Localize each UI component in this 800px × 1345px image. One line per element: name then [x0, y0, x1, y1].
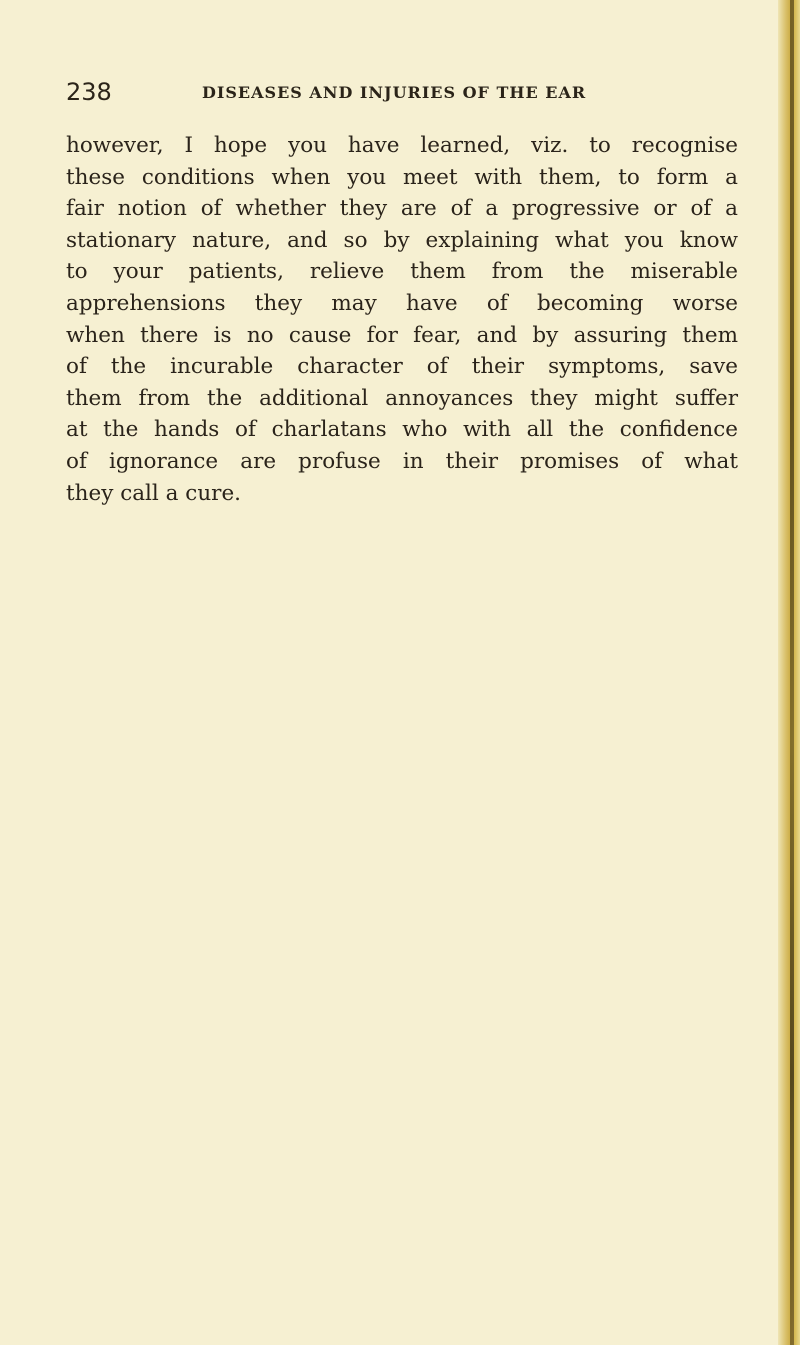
text-line: fair notion of whether they are of a progressive or of a [66, 196, 738, 222]
text-line: these conditions when you meet with them, to form a [66, 164, 738, 190]
text-line: of ignorance are profuse in their promises of what [66, 448, 738, 474]
text-line: they call a cure. [66, 480, 242, 506]
text-line: however, I hope you have learned, viz. to recognise [66, 133, 738, 158]
binding-shadow [790, 0, 794, 1345]
page-header [66, 78, 726, 112]
text-line: at the hands of charlatans who with all the confidence [66, 417, 738, 443]
text-line: of the incurable character of their symptoms, save [66, 354, 738, 380]
text-line: them from the additional annoyances they might suffer [66, 385, 738, 411]
running-head: DISEASES AND INJURIES OF THE EAR [202, 83, 587, 102]
text-line: stationary nature, and so by explaining what you know [66, 227, 738, 253]
text-line: to your patients, relieve them from the miserable [66, 259, 738, 285]
page-number: 238 [66, 78, 112, 106]
page-edge [778, 0, 800, 1345]
text-line: when there is no cause for fear, and by assuring them [66, 322, 738, 348]
text-line: apprehensions they may have of becoming worse [66, 290, 738, 316]
body-paragraph [66, 130, 738, 509]
